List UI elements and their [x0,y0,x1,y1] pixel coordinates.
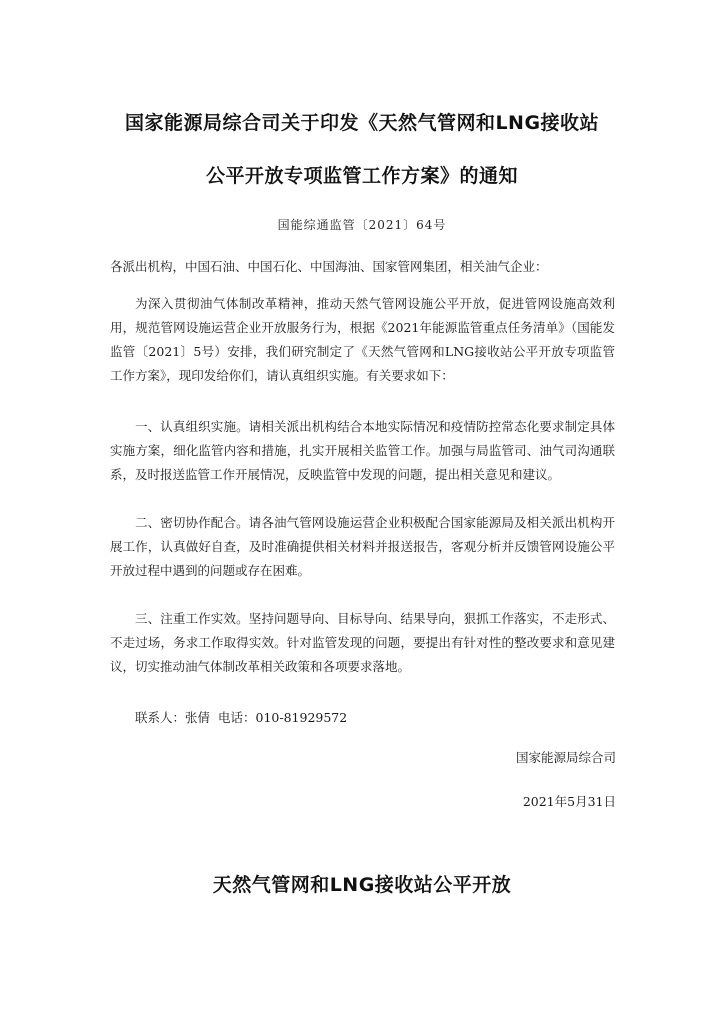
document-title-line-1: 国家能源局综合司关于印发《天然气管网和LNG接收站 [124,112,600,134]
contact-phone: 电话：010-81929572 [218,710,348,725]
paragraph-requirement-3: 三、注重工作实效。坚持问题导向、目标导向、结果导向，狠抓工作落实，不走形式、不走过场，务求工作取得实效。针对监管发现的问题，要提出有针对性的整改要求和意见建议，切实推动油气体制改革相关政策和各项要求落地。 [110,611,615,674]
contact-line [135,708,351,726]
issue-date: 2021年5月31日 [522,794,616,809]
contact-person: 联系人：张倩 [135,710,211,725]
issuer-signature: 国家能源局综合司 [515,750,616,765]
paragraph-requirement-2: 二、密切协作配合。请各油气管网设施运营企业积极配合国家能源局及相关派出机构开展工作，认真做好自查，及时准确提供相关材料并报送报告，客观分析并反馈管网设施公平开放过程中遇到的问题或存在困难。 [110,515,615,578]
paragraph-intro: 为深入贯彻油气体制改革精神，推动天然气管网设施公平开放，促进管网设施高效利用，规范管网设施运营企业开放服务行为，根据《2021年能源监管重点任务清单》（国能发监管〔2021〕5号）安排，我们研究制定了《天然气管网和LNG接收站公平开放专项监管工作方案》，现印发给你们，请认真组织实施。有关要求如下： [110,296,615,383]
salutation: 各派出机构，中国石油、中国石化、中国海油、国家管网集团，相关油气企业： [110,259,548,274]
document-title-line-2: 公平开放专项监管工作方案》的通知 [205,165,518,187]
paragraph-requirement-1: 一、认真组织实施。请相关派出机构结合本地实际情况和疫情防控常态化要求制定具体实施方案，细化监管内容和措施，扎实开展相关监管工作。加强与局监管司、油气司沟通联系，及时报送监管工作开展情况，反映监管中发现的问题，提出相关意见和建议。 [110,419,615,482]
attachment-title: 天然气管网和LNG接收站公平开放 [212,874,512,896]
document-number: 国能综通监管〔2021〕64号 [277,218,447,232]
